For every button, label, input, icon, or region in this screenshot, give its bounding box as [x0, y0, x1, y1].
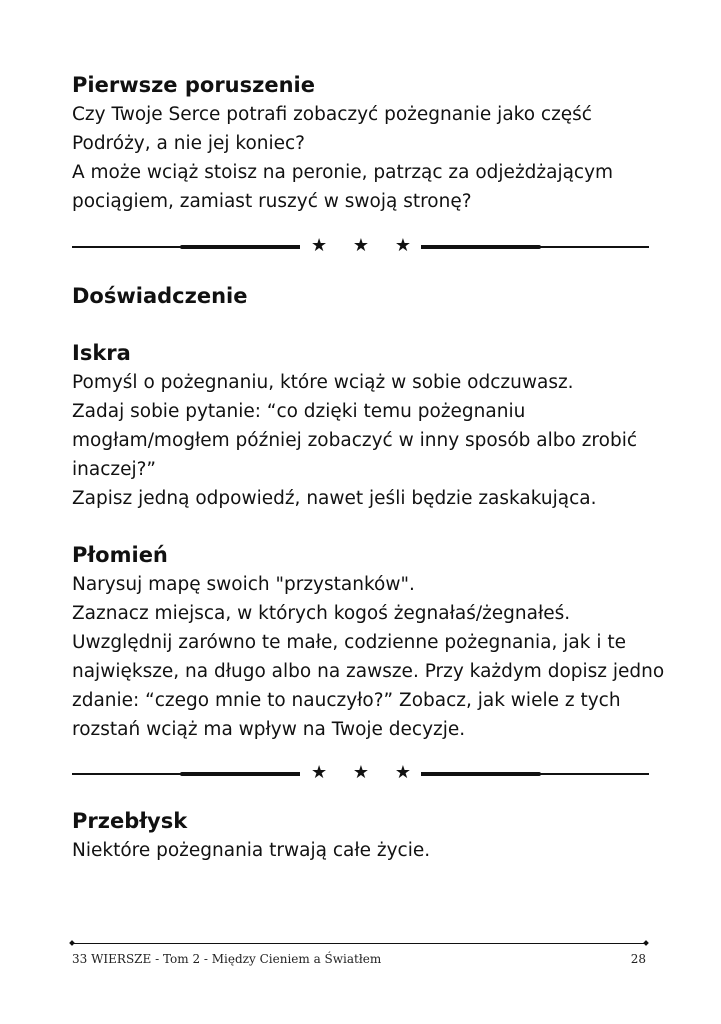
- paragraph-line: największe, na długo albo na zawsze. Przy każdym dopisz jedno: [72, 661, 665, 682]
- star-icon: ★: [352, 762, 370, 783]
- paragraph-line: Zadaj sobie pytanie: “co dzięki temu pożegnaniu: [72, 401, 526, 422]
- footer-book-title: 33 WIERSZE - Tom 2 - Między Cieniem a Światłem: [72, 952, 382, 966]
- paragraph-line: pociągiem, zamiast ruszyć w swoją stronę?: [72, 191, 472, 212]
- section-heading-przeblysk: Przebłysk: [72, 809, 188, 833]
- paragraph-line: Zapisz jedną odpowiedź, nawet jeśli będzie zaskakująca.: [72, 488, 597, 509]
- paragraph-line: mogłam/mogłem później zobaczyć w inny sposób albo zrobić: [72, 430, 637, 451]
- paragraph-line: rozstań wciąż ma wpływ na Twoje decyzje.: [72, 719, 466, 740]
- star-icon: ★: [352, 235, 370, 256]
- divider-stars: [311, 236, 411, 256]
- paragraph-line: Narysuj mapę swoich "przystanków".: [72, 574, 415, 595]
- paragraph-line: Zaznacz miejsca, w których kogoś żegnałaś/żegnałeś.: [72, 603, 571, 624]
- section-heading-plomien: Płomień: [72, 543, 168, 567]
- divider-line-left: [72, 773, 300, 775]
- paragraph-line: Pomyśl o pożegnaniu, które wciąż w sobie odczuwasz.: [72, 372, 574, 393]
- divider-line-right: [421, 773, 649, 775]
- star-icon: ★: [311, 762, 328, 783]
- divider-stars: [311, 763, 411, 783]
- paragraph-line: Niektóre pożegnania trwają całe życie.: [72, 840, 431, 861]
- paragraph-line: Czy Twoje Serce potrafi zobaczyć pożegnanie jako część: [72, 104, 592, 125]
- section-heading-doswiadczenie: Doświadczenie: [72, 284, 248, 308]
- paragraph-line: Uwzględnij zarówno te małe, codzienne pożegnania, jak i te: [72, 632, 626, 653]
- page-number: 28: [630, 952, 646, 966]
- page-content: [72, 70, 665, 865]
- paragraph-line: Podróży, a nie jej koniec?: [72, 133, 305, 154]
- paragraph-line: A może wciąż stoisz na peronie, patrząc za odjeżdżającym: [72, 162, 614, 183]
- divider-line-right: [421, 246, 649, 248]
- star-icon: ★: [394, 762, 411, 783]
- footer-rule: [72, 943, 646, 944]
- divider-line-left: [72, 246, 300, 248]
- page-footer: [72, 943, 650, 973]
- section-heading-pierwsze-poruszenie: Pierwsze poruszenie: [72, 73, 315, 97]
- ornamental-divider: [72, 762, 649, 783]
- star-icon: ★: [311, 235, 328, 256]
- paragraph-line: inaczej?”: [72, 459, 157, 480]
- ornamental-divider: [72, 235, 649, 256]
- star-icon: ★: [394, 235, 411, 256]
- section-heading-iskra: Iskra: [72, 341, 131, 365]
- paragraph-line: zdanie: “czego mnie to nauczyło?” Zobacz, jak wiele z tych: [72, 690, 621, 711]
